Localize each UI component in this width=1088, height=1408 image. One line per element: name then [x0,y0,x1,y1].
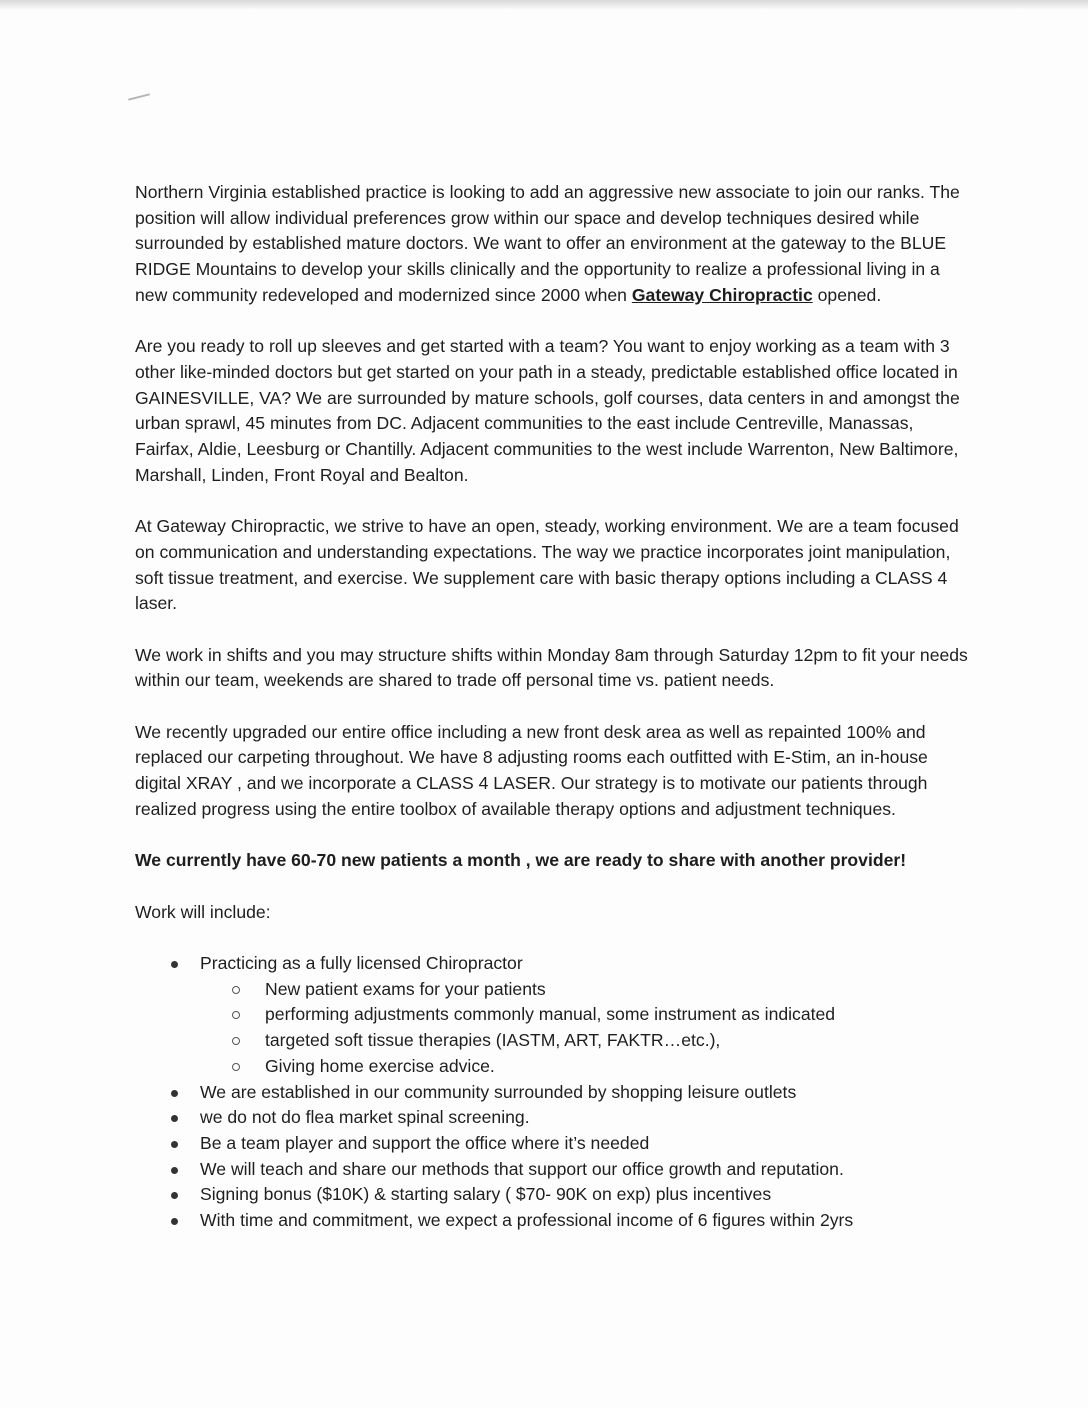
list-item-text: We are established in our community surrounded by shopping leisure outlets [200,1081,797,1102]
work-bullet-list [135,951,975,1234]
document-body [135,180,975,1234]
sub-list-item [135,1002,975,1028]
list-item-text: Be a team player and support the office where it’s needed [200,1132,650,1153]
work-include-label: Work will include: [135,901,271,922]
list-item [135,1182,975,1208]
scan-speck [128,93,150,100]
paragraph-intro-end: opened. [812,284,882,305]
sub-list-item [135,977,975,1003]
sub-list-item [135,1054,975,1080]
list-item [135,1157,975,1183]
sub-list-item-text: targeted soft tissue therapies (IASTM, ART, FAKTR…etc.), [265,1030,721,1051]
paragraph-environment: At Gateway Chiropractic, we strive to have an open, steady, working environment. We are a team focused on communication and understanding expectations. The way we practice incorporates joint manipulation, soft tissue treatment, and exercise. We supplement care with basic therapy options including a CLASS 4 laser. [135,516,959,614]
sub-list-item [135,1028,975,1054]
list-item-text: Practicing as a fully licensed Chiropractor [200,952,523,973]
list-item [135,1105,975,1131]
list-item-text: we do not do flea market spinal screening. [200,1107,530,1128]
list-item [135,1131,975,1157]
list-item-text: With time and commitment, we expect a professional income of 6 figures within 2yrs [200,1210,854,1231]
paragraph-intro-text: Northern Virginia established practice is looking to add an aggressive new associate to join our ranks. The position will allow individual preferences grow within our space and develop techniques desired while surrounded by established mature doctors. We want to offer an environment at the gateway to the BLUE RIDGE Mountains to develop your skills clinically and the opportunity to realize a professional living in a new community redeveloped and modernized since 2000 when [135,182,960,305]
scan-edge-shadow [0,0,1088,10]
work-sub-list [200,977,975,1080]
list-item [135,1080,975,1106]
list-item-text: We will teach and share our methods that support our office growth and reputation. [200,1158,844,1179]
paragraph-shifts: We work in shifts and you may structure shifts within Monday 8am through Saturday 12pm to fit your needs within our team, weekends are shared to trade off personal time vs. patient needs. [135,644,968,691]
paragraph-office-upgrades: We recently upgraded our entire office including a new front desk area as well as repainted 100% and replaced our carpeting throughout. We have 8 adjusting rooms each outfitted with E-Stim, an in-house digital XRAY , and we incorporate a CLASS 4 LASER. Our strategy is to motivate our patients through realized progress using the entire toolbox of available therapy options and adjustment techniques. [135,721,928,819]
paragraph-new-patients: We currently have 60-70 new patients a month , we are ready to share with another provider! [135,850,907,871]
list-item [135,1208,975,1234]
list-item [135,951,975,1080]
paragraph-intro [135,180,975,309]
sub-list-item-text: Giving home exercise advice. [265,1055,495,1076]
sub-list-item-text: New patient exams for your patients [265,978,546,999]
gateway-chiropractic-link[interactable]: Gateway Chiropractic [631,284,813,305]
sub-list-item-text: performing adjustments commonly manual, some instrument as indicated [265,1004,836,1025]
paragraph-team: Are you ready to roll up sleeves and get started with a team? You want to enjoy working as a team with 3 other like-minded doctors but get started on your path in a steady, predictable established office located in GAINESVILLE, VA? We are surrounded by mature schools, golf courses, data centers in and amongst the urban sprawl, 45 minutes from DC. Adjacent communities to the east include Centreville, Manassas, Fairfax, Aldie, Leesburg or Chantilly. Adjacent communities to the west include Warrenton, New Baltimore, Marshall, Linden, Front Royal and Bealton. [135,336,960,485]
list-item-text: Signing bonus ($10K) & starting salary ( $70- 90K on exp) plus incentives [200,1184,772,1205]
